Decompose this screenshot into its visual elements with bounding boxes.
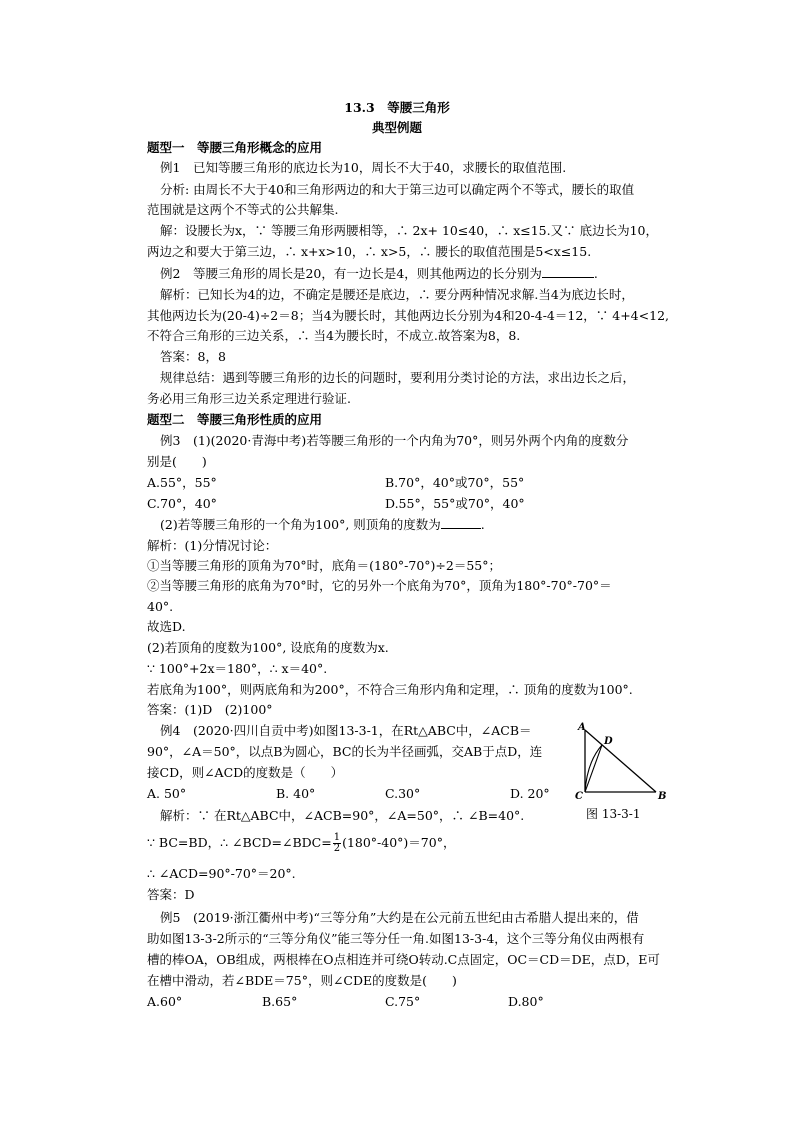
example2-question bbox=[160, 264, 598, 284]
example3-analysis-line1: 解析：(1)分情况讨论： bbox=[147, 538, 278, 553]
example5-question-line3: 槽的棒OA，OB组成，两根棒在O点相连并可绕O转动.C点固定，OC＝CD＝DE，点D，E可 bbox=[147, 952, 660, 967]
example3-analysis-line8: 若底角为100°，则两底角和为200°，不符合三角形内角和定理，∴ 顶角的度数为100°. bbox=[147, 682, 633, 697]
example3-analysis-line7: ∵ 100°+2x＝180°，∴ x＝40°. bbox=[147, 661, 328, 676]
example4-question-line2: 90°，∠A＝50°，以点B为圆心，BC的长为半径画弧，交AB于点D，连 bbox=[147, 744, 543, 759]
example5-question-line2: 助如图13-3-2所示的“三等分角仪”能三等分任一角.如图13-3-4，这个三等分角仪由两根有 bbox=[147, 931, 645, 946]
example3-option-d: D.55°，55°或70°，40° bbox=[385, 496, 525, 511]
rule-summary-line1: 规律总结：遇到等腰三角形的边长的问题时，要利用分类讨论的方法，求出边长之后， bbox=[160, 370, 636, 385]
example3-analysis-line5: 故选D. bbox=[147, 619, 186, 634]
example3-option-c: C.70°，40° bbox=[147, 496, 217, 511]
example2-analysis-line3: 不符合三角形的三边关系，∴ 当4为腰长时，不成立.故答案为8，8. bbox=[147, 328, 521, 343]
example3-question2-end: . bbox=[480, 517, 485, 532]
example3-answer: 答案：(1)D (2)100° bbox=[147, 702, 273, 717]
example3-analysis-line4: 40°. bbox=[147, 599, 174, 614]
example3-analysis-line6: (2)若顶角的度数为100°, 设底角的度数为x. bbox=[147, 640, 389, 655]
example5-option-d: D.80° bbox=[508, 994, 544, 1009]
example4-answer: 答案：D bbox=[147, 887, 195, 902]
label-d: D bbox=[604, 736, 613, 747]
example4-option-a: A. 50° bbox=[147, 786, 187, 801]
example1-question: 例1 已知等腰三角形的底边长为10，周长不大于40，求腰长的取值范围. bbox=[160, 160, 567, 175]
example1-solution-line1: 解：设腰长为x，∵ 等腰三角形两腰相等，∴ 2x+ 10≤40，∴ x≤15.又∵ 底边长为10， bbox=[160, 223, 658, 238]
example2-answer: 答案：8，8 bbox=[160, 349, 226, 364]
example3-question-line1: 例3 (1)(2020·青海中考)若等腰三角形的一个内角为70°，则另外两个内角的度数分 bbox=[160, 433, 629, 448]
fraction-denominator: 2 bbox=[333, 843, 341, 854]
example4-question-line1: 例4 (2020·四川自贡中考)如图13-3-1，在Rt△ABC中，∠ACB＝ bbox=[160, 723, 532, 738]
section-heading-type1: 题型一 等腰三角形概念的应用 bbox=[147, 140, 323, 155]
page-subtitle: 典型例题 bbox=[371, 120, 422, 135]
example3-question2-text: (2)若等腰三角形的一个角为100°, 则顶角的度数为 bbox=[160, 517, 441, 532]
example3-analysis-line3: ②当等腰三角形的底角为70°时，它的另外一个底角为70°，顶角为180°-70°-70°＝ bbox=[147, 578, 612, 593]
example3-option-b: B.70°，40°或70°，55° bbox=[385, 475, 525, 490]
figure-caption: 图 13-3-1 bbox=[586, 807, 641, 821]
example1-solution-line2: 两边之和要大于第三边，∴ x+x>10，∴ x>5，∴ 腰长的取值范围是5<x≤15. bbox=[147, 244, 592, 259]
example1-analysis-line1: 分析: 由周长不大于40和三角形两边的和大于第三边可以确定两个不等式，腰长的取值 bbox=[160, 182, 635, 197]
example5-question-line1: 例5 (2019·浙江衢州中考)“三等分角”大约是在公元前五世纪由古希腊人提出来的，借 bbox=[160, 910, 639, 925]
example3-question-line2: 别是( ) bbox=[147, 454, 207, 469]
example3-question2 bbox=[160, 515, 485, 535]
page-title: 13.3 等腰三角形 bbox=[344, 100, 450, 115]
example2-question-text: 例2 等腰三角形的周长是20，有一边长是4，则其他两边的长分别为 bbox=[160, 266, 542, 281]
fraction-one-half bbox=[333, 833, 341, 854]
example4-analysis-line2 bbox=[147, 833, 455, 854]
section-heading-type2: 题型二 等腰三角形性质的应用 bbox=[147, 412, 323, 427]
label-a: A bbox=[578, 722, 586, 733]
example5-option-b: B.65° bbox=[262, 994, 298, 1009]
example4-option-d: D. 20° bbox=[510, 786, 550, 801]
triangle-figure bbox=[572, 722, 672, 804]
example4-question-line3: 接CD，则∠ACD的度数是（ ） bbox=[147, 765, 344, 780]
segment-cd bbox=[585, 745, 602, 792]
example1-analysis-line2: 范围就是这两个不等式的公共解集. bbox=[147, 202, 339, 217]
rule-summary-line2: 务必用三角形三边关系定理进行验证. bbox=[147, 391, 351, 406]
example5-option-c: C.75° bbox=[385, 994, 421, 1009]
answer-blank bbox=[542, 265, 594, 278]
label-c: C bbox=[575, 791, 583, 802]
example4-option-c: C.30° bbox=[385, 786, 421, 801]
example3-analysis-line2: ①当等腰三角形的顶角为70°时，底角＝(180°-70°)÷2＝55°； bbox=[147, 558, 501, 573]
example2-analysis-line2: 其他两边长为(20-4)÷2＝8；当4为腰长时，其他两边长分别为4和20-4-4＝12，∵ 4+4<12, bbox=[147, 308, 669, 323]
example3-option-a: A.55°，55° bbox=[147, 475, 217, 490]
example2-analysis-line1: 解析：已知长为4的边，不确定是腰还是底边，∴ 要分两种情况求解.当4为底边长时， bbox=[160, 287, 634, 302]
answer-blank bbox=[441, 516, 481, 529]
example4-option-b: B. 40° bbox=[276, 786, 316, 801]
example4-analysis-line3: ∴ ∠ACD=90°-70°＝20°. bbox=[147, 866, 296, 881]
label-b: B bbox=[658, 791, 667, 802]
example5-option-a: A.60° bbox=[147, 994, 183, 1009]
example2-question-end: . bbox=[593, 266, 598, 281]
example4-analysis-line2-pre: ∵ BC=BD，∴ ∠BCD=∠BDC= bbox=[147, 835, 332, 850]
fraction-numerator: 1 bbox=[333, 832, 341, 843]
example4-analysis-line1: 解析：∵ 在Rt△ABC中，∠ACB=90°，∠A=50°，∴ ∠B=40°. bbox=[160, 808, 525, 823]
example5-question-line4: 在槽中滑动，若∠BDE＝75°，则∠CDE的度数是( ) bbox=[147, 973, 457, 988]
example4-analysis-line2-post: (180°-40°)＝70°， bbox=[342, 835, 456, 850]
